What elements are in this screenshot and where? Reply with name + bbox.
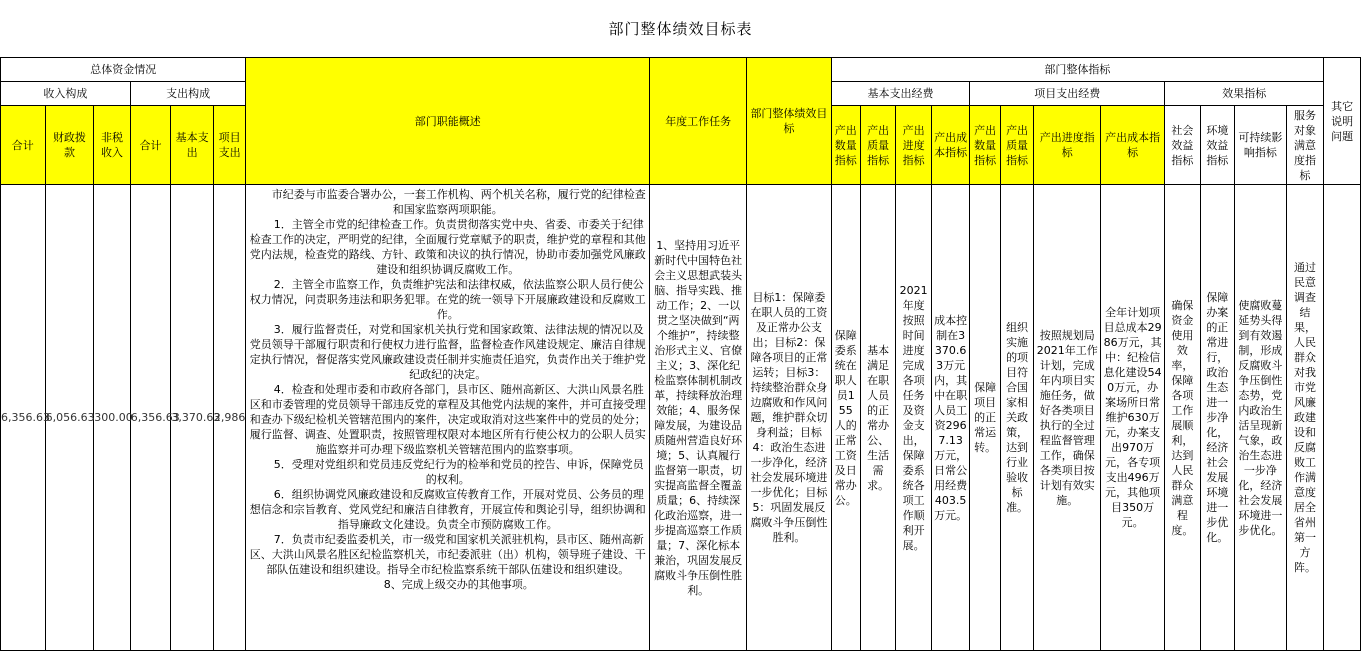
duty-paragraph: 市纪委与市监委合署办公，一套工作机构、两个机关名称，履行党的纪律检查和国家监察两项职能。 xyxy=(271,188,646,216)
duty-paragraph: 3．履行监督责任，对党和国家机关执行党和国家政策、法律法规的情况以及党员领导干部履行职责和行使权力进行监督，监督检查作风建设规定、廉洁自律规定执行情况，督促落实党风廉政建设责任制并实施责任追究，负责作出关于维护党纪政纪的决定。 xyxy=(249,323,646,381)
environment-header: 环境效益指标 xyxy=(1200,106,1234,185)
basic-cost-cell: 成本控制在3370.63万元内，其中在职人员工资2967.13万元，日常公用经费403.5万元。 xyxy=(931,185,970,651)
overall-goal-header: 部门整体绩效目标 xyxy=(747,58,831,185)
indicators-header: 部门整体指标 xyxy=(831,58,1324,82)
basic-header: 基本支出 xyxy=(171,106,214,185)
duty-cell xyxy=(246,185,650,651)
duty-paragraph: 1．主管全市党的纪律检查工作。负责贯彻落实党中央、省委、市委关于纪律检查工作的决定，严明党的纪律，全面履行党章赋予的职责，维护党的章程和其他党内法规，检查党的路线、方针、政策和决议的执行情况，协助市委加强党风廉政建设和组织协调反腐败工作。 xyxy=(249,218,646,276)
duty-paragraph: 7．负责市纪委监委机关，市一级党和国家机关派驻机构，县市区、随州高新区、大洪山风景名胜区纪检监察机关，市纪委派驻（出）机构，领导班子建设、干部队伍建设和组织建设。指导全市纪检监察系统干部队伍建设和组织建设。 xyxy=(249,533,646,576)
basic-qty-cell: 保障委系统在职人员155人的正常工资及日常办公。 xyxy=(831,185,860,651)
social-cell: 确保资金使用效率，保障各项工作展顺利，达到人民群众满意程度。 xyxy=(1165,185,1200,651)
environment-cell: 保障办案的正常进行，政治生态进一步净化，经济社会发展环境进一步优化。 xyxy=(1200,185,1234,651)
basic-quality-cell: 基本满足在职人员的正常办公、生活需求。 xyxy=(860,185,895,651)
annual-task-cell: 1、坚持用习近平新时代中国特色社会主义思想武装头脑、指导实践、推动工作；2、一以贯之坚决做到“两个维护”，持续整治形式主义、官僚主义；3、深化纪检监察体制机制改革，持续释放治理效能；4、服务保障发展，为建设品质随州营造良好环境；5、认真履行监督第一职责，切实提高监督全覆盖质量；6、持续深化政治巡察，进一步提高巡察工作质量；7、深化标本兼治，巩固发展反腐败斗争压倒性胜利。 xyxy=(650,185,747,651)
expense-header: 支出构成 xyxy=(130,82,246,106)
project-quality-cell: 组织实施的项目符合国家相关政策，达到行业验收标准。 xyxy=(1000,185,1033,651)
satisfaction-header: 服务对象满意度指标 xyxy=(1286,106,1324,185)
project-cell: 2,986 xyxy=(213,185,246,651)
project-header: 项目支出 xyxy=(213,106,246,185)
sustainable-cell: 使腐败蔓延势头得到有效遏制，形成反腐败斗争压倒性态势，党内政治生活呈现新气象，政治生态进一步净化，经济社会发展环境进一步优化。 xyxy=(1235,185,1287,651)
basic-cost-header: 产出成本指标 xyxy=(931,106,970,185)
duty-paragraph: 8、完成上级交办的其他事项。 xyxy=(383,578,534,591)
basic-quality-header: 产出质量指标 xyxy=(860,106,895,185)
other-header: 其它说明问题 xyxy=(1324,58,1361,185)
project-progress-cell: 按照规划局2021年工作计划，完成年内项目实施任务，做好各类项目执行的全过程监督管理工作，确保各类项目按计划有效实施。 xyxy=(1034,185,1101,651)
funds-overview-header: 总体资金情况 xyxy=(1,58,246,82)
project-quality-header: 产出质量指标 xyxy=(1000,106,1033,185)
project-progress-header: 产出进度指标 xyxy=(1034,106,1101,185)
page-title: 部门整体绩效目标表 xyxy=(608,20,753,38)
satisfaction-cell: 通过民意调查结果，人民群众对我市党风廉政建设和反腐败工作满意度居全省州第一方阵。 xyxy=(1286,185,1324,651)
income-total-header: 合计 xyxy=(1,106,46,185)
duty-paragraph: 5．受理对党组织和党员违反党纪行为的检举和党员的控告、申诉，保障党员的权利。 xyxy=(273,458,644,486)
basic-progress-header: 产出进度指标 xyxy=(896,106,931,185)
annual-task-header: 年度工作任务 xyxy=(650,58,747,185)
other-cell xyxy=(1324,185,1361,651)
nontax-header: 非税收入 xyxy=(94,106,131,185)
project-cost-header: 产出成本指标 xyxy=(1101,106,1165,185)
social-header: 社会效益指标 xyxy=(1165,106,1200,185)
fiscal-header: 财政拨款 xyxy=(45,106,94,185)
duty-paragraph: 2．主管全市监察工作，负责维护宪法和法律权威，依法监察公职人员行使公权力情况，问责职务违法和职务犯罪。在党的统一领导下开展廉政建设和反腐败工作。 xyxy=(249,278,646,321)
fiscal-cell: 6,056.63 xyxy=(45,185,94,651)
project-cost-cell: 全年计划项目总成本2986万元，其中：纪检信息化建设540万元，办案场所日常维护630万元，办案支出970万元，各专项支出496万元，其他项目350万元。 xyxy=(1101,185,1165,651)
basic-qty-header: 产出数量指标 xyxy=(831,106,860,185)
project-expense-header: 项目支出经费 xyxy=(970,82,1165,106)
overall-goal-cell: 目标1：保障委在职人员的工资及正常办公支出；目标2：保障各项目的正常运转；目标3：持续整治群众身边腐败和作风问题，维护群众切身利益；目标4：政治生态进一步净化，经济社会发展环境进一步优化；目标5：巩固发展反腐败斗争压倒性胜利。 xyxy=(747,185,831,651)
effect-header: 效果指标 xyxy=(1165,82,1324,106)
duty-paragraph: 4．检查和处理市委和市政府各部门，县市区、随州高新区、大洪山风景名胜区和市委管理的党员领导干部违反党的章程及其他党内法规的案件，并可直接受理和查办下级纪检机关管辖范围内的案件，决定或取消对这些案件中的党员的处分；履行监督、调查、处置职责，按照管理权限对本地区所有行使公权力的公职人员实施监察并可办理下级监察机关管辖范围内的监察事项。 xyxy=(249,383,646,456)
income-total-cell: 6,356.63 xyxy=(1,185,46,651)
duty-header: 部门职能概述 xyxy=(246,58,650,185)
goal-table xyxy=(0,57,1361,651)
expense-total-cell: 6,356.63 xyxy=(130,185,171,651)
sustainable-header: 可持续影响指标 xyxy=(1235,106,1287,185)
nontax-cell: 300.00 xyxy=(94,185,131,651)
duty-paragraph: 6．组织协调党风廉政建设和反腐败宣传教育工作，开展对党员、公务员的理想信念和宗旨教育、党风党纪和廉洁自律教育，开展宣传和舆论引导，组织协调和指导廉政文化建设。负责全市预防腐败工作。 xyxy=(249,488,646,531)
project-qty-cell: 保障项目的正常运转。 xyxy=(970,185,1000,651)
project-qty-header: 产出数量指标 xyxy=(970,106,1000,185)
basic-cell: 3,370.63 xyxy=(171,185,214,651)
basic-expense-header: 基本支出经费 xyxy=(831,82,970,106)
income-header: 收入构成 xyxy=(1,82,131,106)
expense-total-header: 合计 xyxy=(130,106,171,185)
basic-progress-cell: 2021年度按照时间进度完成各项任务及资金支出，保障委系统各项工作顺利开展。 xyxy=(896,185,931,651)
